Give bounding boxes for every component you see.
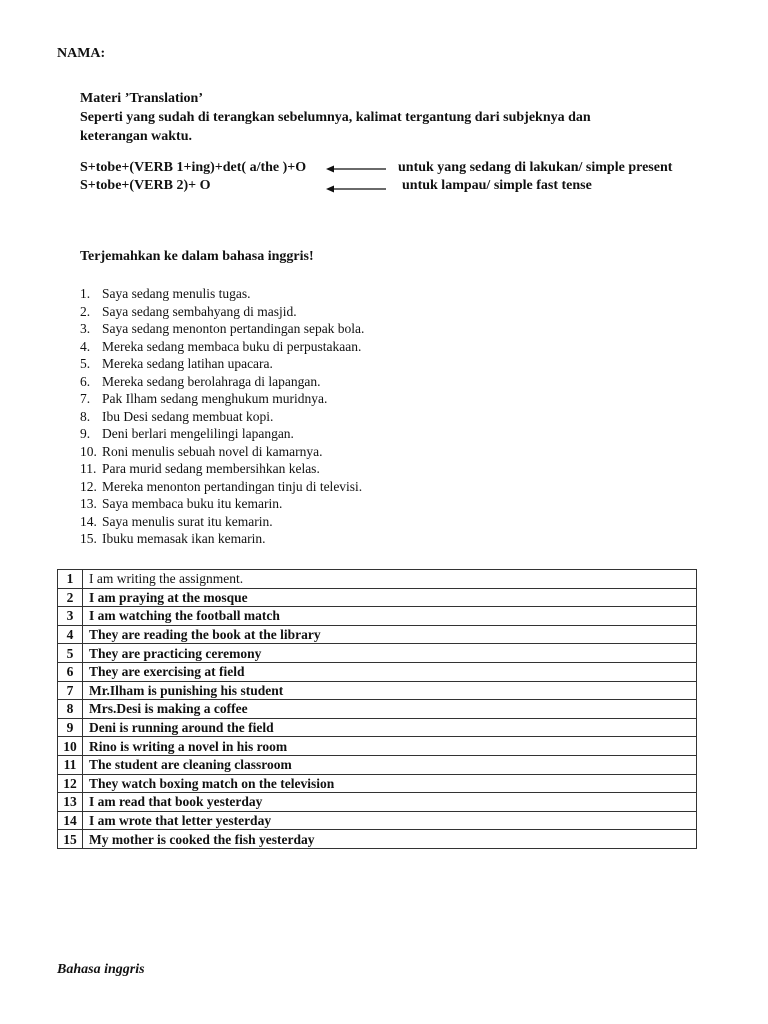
list-item (80, 530, 364, 548)
table-row (58, 625, 697, 644)
table-row (58, 681, 697, 700)
answer-number: 10 (58, 737, 83, 756)
question-text: Para murid sedang membersihkan kelas. (102, 461, 320, 476)
formula-present-description: untuk yang sedang di lakukan/ simple present (398, 160, 673, 175)
answer-text: I am praying at the mosque (83, 588, 697, 607)
table-row (58, 737, 697, 756)
question-text: Saya sedang sembahyang di masjid. (102, 303, 297, 319)
list-item (80, 338, 364, 356)
answer-number: 4 (58, 625, 83, 644)
table-row (58, 811, 697, 830)
answer-text: Mr.Ilham is punishing his student (83, 681, 697, 700)
table-row (58, 607, 697, 626)
answer-text: I am wrote that letter yesterday (83, 811, 697, 830)
left-arrow-icon (326, 164, 386, 174)
list-item (80, 373, 364, 391)
table-row (58, 755, 697, 774)
list-item (80, 390, 364, 408)
question-number: 11. (80, 461, 97, 476)
list-item (80, 425, 364, 443)
answer-text: They are reading the book at the library (83, 625, 697, 644)
question-number: 8. (80, 408, 91, 424)
table-row (58, 830, 697, 849)
answer-text: They watch boxing match on the television (83, 774, 697, 793)
question-number: 10. (80, 443, 97, 459)
table-row (58, 700, 697, 719)
question-text: Saya menulis surat itu kemarin. (102, 513, 273, 529)
table-row (58, 588, 697, 607)
materi-explanation-line-2: keterangan waktu. (80, 129, 193, 144)
question-number: 6. (80, 373, 91, 389)
question-number: 14. (80, 513, 97, 529)
formula-past: S+tobe+(VERB 2)+ O (80, 178, 211, 193)
left-arrow-icon (326, 184, 386, 194)
answer-text: Deni is running around the field (83, 718, 697, 737)
list-item (80, 460, 364, 478)
answer-text: They are exercising at field (83, 662, 697, 681)
answer-number: 1 (58, 570, 83, 589)
list-item (80, 478, 364, 496)
list-item (80, 408, 364, 426)
question-text: Saya membaca buku itu kemarin. (102, 496, 283, 511)
answer-number: 11 (58, 755, 83, 774)
question-number: 3. (80, 321, 91, 336)
question-number: 2. (80, 303, 91, 319)
list-item (80, 303, 364, 321)
question-text: Saya sedang menulis tugas. (102, 286, 251, 301)
answer-text: Rino is writing a novel in his room (83, 737, 697, 756)
answer-number: 13 (58, 793, 83, 812)
list-item (80, 443, 364, 461)
answer-number: 6 (58, 662, 83, 681)
question-text: Ibuku memasak ikan kemarin. (102, 531, 266, 546)
table-row (58, 718, 697, 737)
question-text: Roni menulis sebuah novel di kamarnya. (102, 443, 323, 459)
instruction-heading: Terjemahkan ke dalam bahasa inggris! (80, 249, 314, 264)
question-number: 12. (80, 478, 97, 494)
question-text: Pak Ilham sedang menghukum muridnya. (102, 391, 328, 406)
answer-number: 2 (58, 588, 83, 607)
materi-explanation-line-1: Seperti yang sudah di terangkan sebelumnya, kalimat tergantung dari subjeknya dan (80, 110, 591, 125)
answer-text: I am watching the football match (83, 607, 697, 626)
list-item (80, 285, 364, 303)
answer-number: 15 (58, 830, 83, 849)
answer-text: Mrs.Desi is making a coffee (83, 700, 697, 719)
table-row (58, 570, 697, 589)
answer-number: 14 (58, 811, 83, 830)
materi-title: Materi ’Translation’ (80, 91, 203, 106)
question-number: 9. (80, 426, 91, 441)
list-item (80, 355, 364, 373)
question-text: Saya sedang menonton pertandingan sepak bola. (102, 321, 365, 336)
question-text: Deni berlari mengelilingi lapangan. (102, 426, 294, 441)
question-number: 5. (80, 356, 91, 371)
list-item (80, 495, 364, 513)
answer-text: I am writing the assignment. (83, 570, 697, 589)
answer-text: My mother is cooked the fish yesterday (83, 830, 697, 849)
table-row (58, 793, 697, 812)
table-row (58, 774, 697, 793)
formula-present: S+tobe+(VERB 1+ing)+det( a/the )+O (80, 160, 307, 175)
answer-number: 7 (58, 681, 83, 700)
answer-number: 8 (58, 700, 83, 719)
answer-number: 3 (58, 607, 83, 626)
name-label: NAMA: (57, 46, 106, 61)
question-number: 7. (80, 391, 91, 406)
question-number: 13. (80, 496, 97, 511)
table-row (58, 644, 697, 663)
list-item (80, 513, 364, 531)
materi-section (80, 89, 680, 146)
list-item (80, 320, 364, 338)
question-text: Ibu Desi sedang membuat kopi. (102, 408, 274, 424)
question-number: 4. (80, 338, 91, 354)
table-row (58, 662, 697, 681)
footer-text: Bahasa inggris (57, 962, 145, 977)
question-text: Mereka sedang membaca buku di perpustakaan. (102, 338, 362, 354)
question-list (80, 285, 364, 548)
question-number: 1. (80, 286, 91, 301)
question-text: Mereka sedang berolahraga di lapangan. (102, 373, 321, 389)
answer-number: 12 (58, 774, 83, 793)
answer-text: They are practicing ceremony (83, 644, 697, 663)
answer-number: 5 (58, 644, 83, 663)
answer-text: I am read that book yesterday (83, 793, 697, 812)
answer-table (57, 569, 697, 849)
answer-text: The student are cleaning classroom (83, 755, 697, 774)
formula-past-description: untuk lampau/ simple fast tense (402, 178, 592, 193)
question-text: Mereka sedang latihan upacara. (102, 356, 273, 371)
question-text: Mereka menonton pertandingan tinju di televisi. (102, 478, 363, 494)
answer-number: 9 (58, 718, 83, 737)
question-number: 15. (80, 531, 97, 546)
